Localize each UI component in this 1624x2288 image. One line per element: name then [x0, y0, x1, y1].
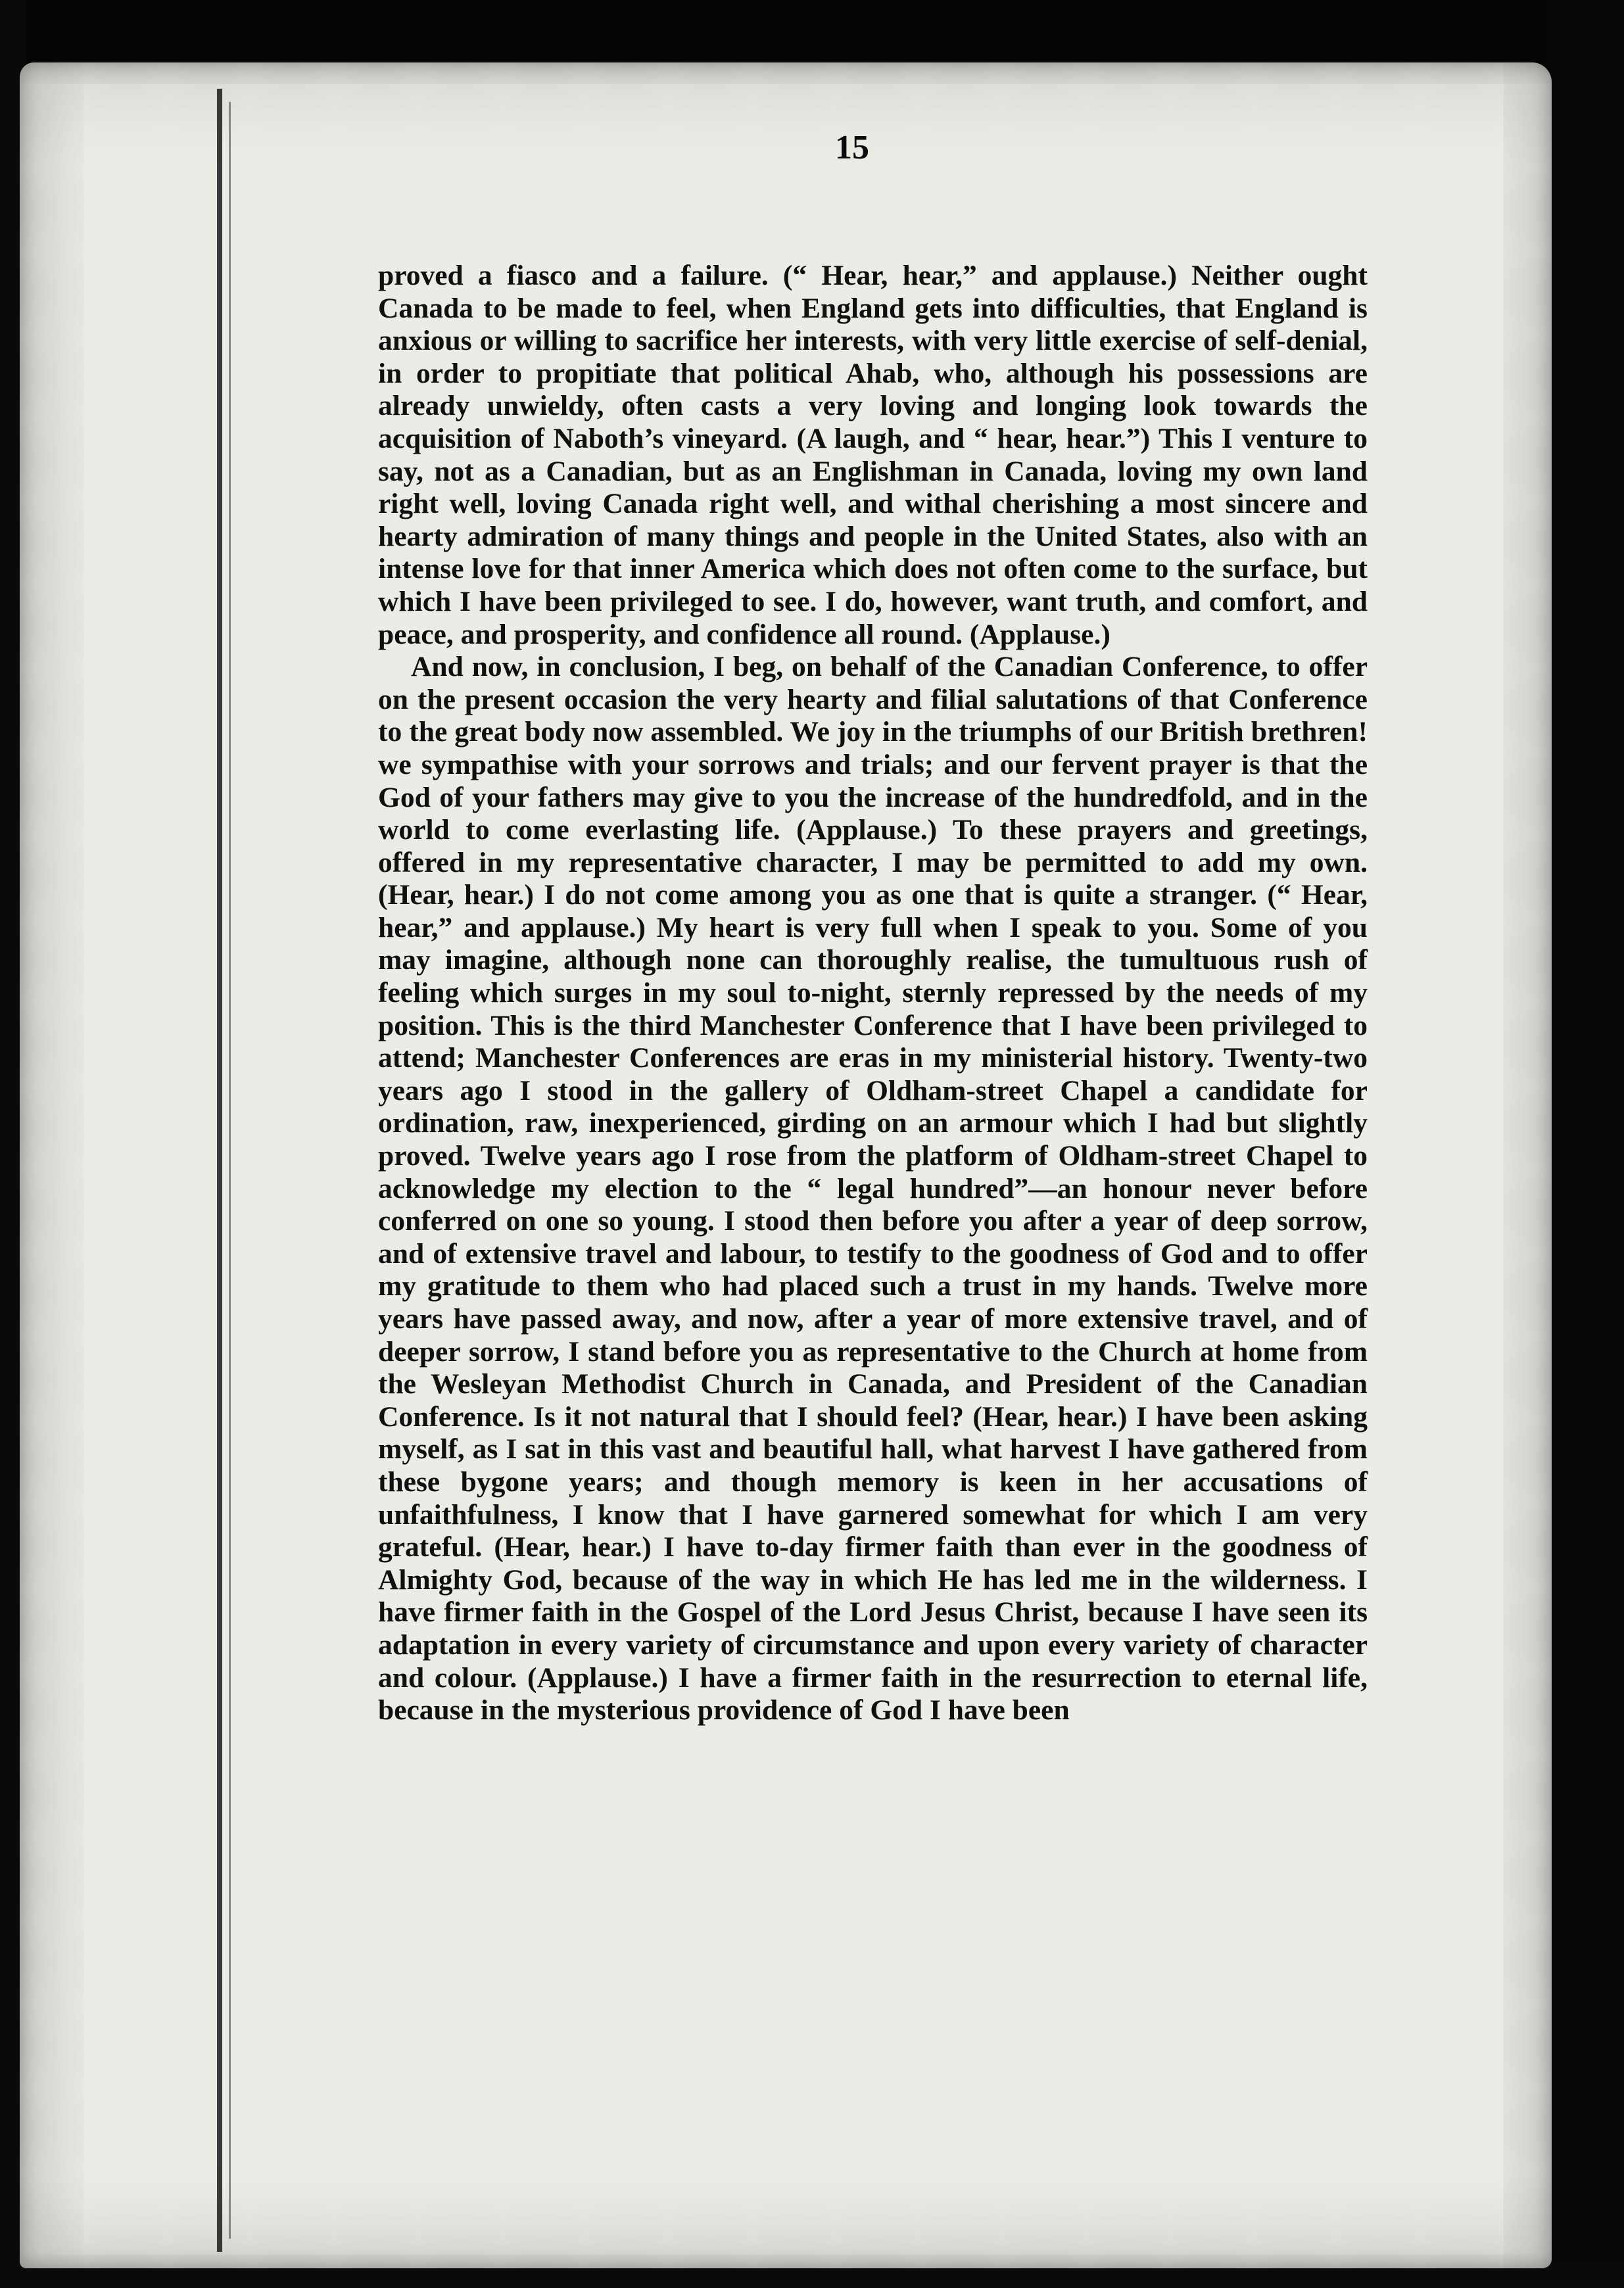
page-number: 15 — [835, 129, 869, 166]
binding-edge-line — [217, 89, 222, 2252]
paragraph-1: proved a fiasco and a failure. (“ Hear, hear,” and applause.) Neither ought Canada to be made to feel, when England gets into difficulties, that England is anxious or willing to sacrifice her interests, with very little exercise of self-denial, in order to propitiate that political Ahab, who, although his possessions are already unwieldy, often casts a very loving and longing look towards the acquisition of Naboth’s vineyard. (A laugh, and “ hear, hear.”) This I venture to say, not as a Canadian, but as an Englishman in Canada, loving my own land right well, loving Canada right well, and withal cherishing a most sincere and hearty admiration of many things and people in the United States, also with an intense love for that inner America which does not often come to the surface, but which I have been privileged to see. I do, however, want truth, and comfort, and peace, and prosperity, and confidence all round. (Applause.) — [378, 260, 1368, 650]
paragraph-2: And now, in conclusion, I beg, on behalf of the Canadian Conference, to offer on the present occasion the very hearty and filial salutations of that Conference to the great body now assembled. We joy in the triumphs of our British brethren! we sympathise with your sorrows and trials; and our fervent prayer is that the God of your fathers may give to you the increase of the hundredfold, and in the world to come everlasting life. (Applause.) To these prayers and greetings, offered in my representative character, I may be permitted to add my own. (Hear, hear.) I do not come among you as one that is quite a stranger. (“ Hear, hear,” and applause.) My heart is very full when I speak to you. Some of you may imagine, although none can thoroughly realise, the tumultuous rush of feeling which surges in my soul to-night, sternly repressed by the needs of my position. This is the third Manchester Conference that I have been privileged to attend; Manchester Conferences are eras in my ministerial history. Twenty-two years ago I stood in the gallery of Oldham-street Chapel a candidate for ordination, raw, inexperienced, girding on an armour which I had but slightly proved. Twelve years ago I rose from the platform of Oldham-street Chapel to acknowledge my election to the “ legal hundred”—an honour never before conferred on one so young. I stood then before you after a year of deep sorrow, and of extensive travel and labour, to testify to the goodness of God and to offer my gratitude to them who had placed such a trust in my hands. Twelve more years have passed away, and now, after a year of more extensive travel, and of deeper sorrow, I stand before you as representative to the Church at home from the Wesleyan Methodist Church in Canada, and President of the Canadian Conference. Is it not natural that I should feel? (Hear, hear.) I have been asking myself, as I sat in this vast and beautiful hall, what harvest I have gathered from these bygone years; and though memory is keen in her accusations of unfaithfulness, I know that I have garnered somewhat for which I am very grateful. (Hear, hear.) I have to-day firmer faith than ever in the goodness of Almighty God, because of the way in which He has led me in the wilderness. I have firmer faith in the Gospel of the Lord Jesus Christ, because I have seen its adaptation in every variety of circumstance and upon every variety of character and colour. (Applause.) I have a firmer faith in the resurrection to eternal life, because in the mysterious providence of God I have been — [378, 651, 1368, 1727]
binding-edge-shadow — [229, 102, 231, 2239]
scan-border-right — [1545, 0, 1624, 2288]
scan-border-top — [0, 0, 1624, 72]
page-body — [378, 260, 1368, 1727]
